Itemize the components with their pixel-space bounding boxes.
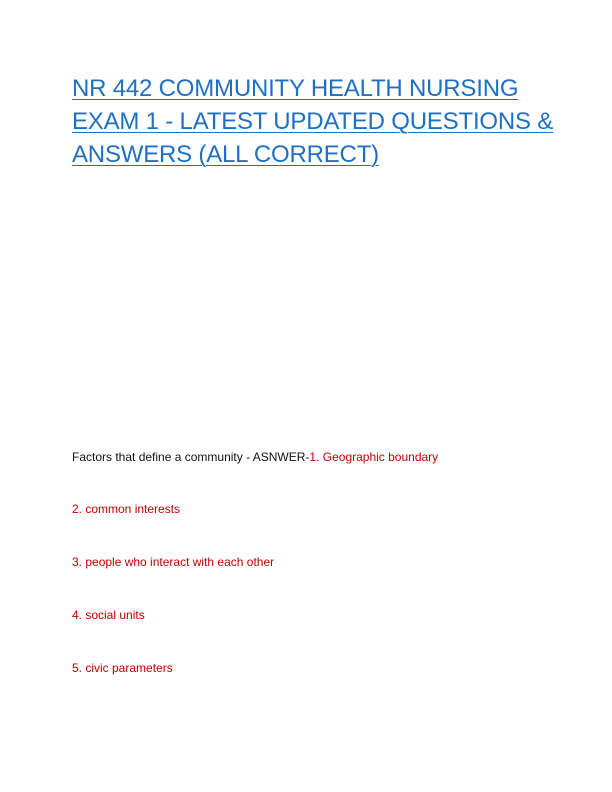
answer-item-2: 2. common interests [72,502,181,516]
document-title [72,72,554,171]
title-line-2: EXAM 1 - LATEST UPDATED QUESTIONS & [72,108,554,135]
question-line [72,449,552,465]
title-line-3: ANSWERS (ALL CORRECT) [72,141,379,168]
answer-item-1: 1. Geographic boundary [309,450,439,464]
title-line-1: NR 442 COMMUNITY HEALTH NURSING [72,75,519,102]
answer-item-3: 3. people who interact with each other [72,555,275,569]
answer-item-4: 4. social units [72,608,145,622]
answer-item-5: 5. civic parameters [72,661,173,675]
question-text: Factors that define a community - ASNWER- [72,450,310,464]
